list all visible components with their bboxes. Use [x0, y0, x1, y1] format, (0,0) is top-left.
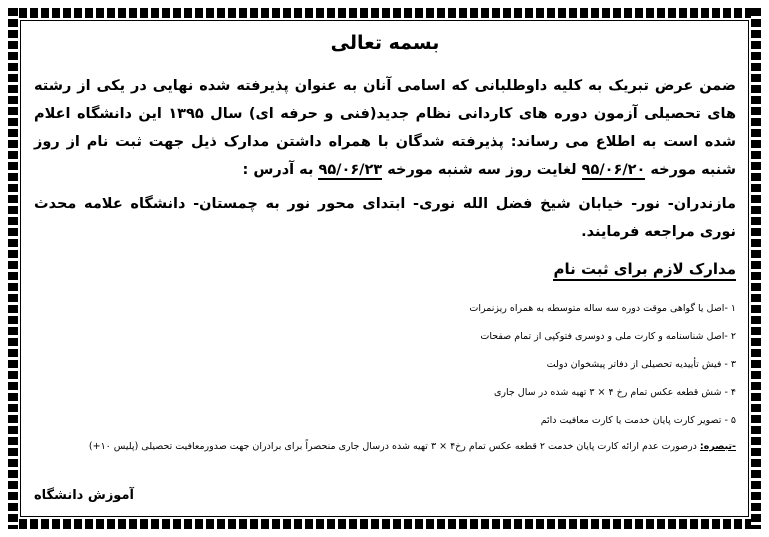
border-bottom — [8, 519, 761, 529]
signature: آموزش دانشگاه — [34, 488, 134, 503]
address-paragraph: مازندران- نور- خیابان شیخ فضل الله نوری- ابتدای محور نور به چمستان- دانشگاه علامه محدث نوری مراجعه فرمایند. — [34, 196, 736, 240]
note-text: درصورت عدم ارائه کارت پایان خدمت ۲ قطعه عکس تمام رخ۴ × ۳ تهیه شده درسال جاری منحصراً برای برادران جهت صدورمعافیت تحصیلی (پلیس ۱۰+) — [88, 441, 700, 452]
list-item: ۳ - فیش تأییدیه تحصیلی از دفاتر پیشخوان دولت — [546, 359, 736, 370]
documents-list — [34, 295, 736, 435]
intro-paragraph — [34, 72, 736, 184]
note-label: -تبصره: — [699, 441, 736, 452]
list-item: ۱ -اصل یا گواهی موقت دوره سه ساله متوسطه به همراه ریزنمرات — [469, 303, 736, 314]
intro-text-2: لغایت روز سه شنبه مورخه — [382, 162, 582, 178]
list-item: ۵ - تصویر کارت پایان خدمت یا کارت معافیت دائم — [540, 415, 736, 426]
page-title: بسمه تعالی — [330, 32, 440, 54]
intro-text-3: به آدرس : — [242, 162, 319, 178]
end-date: ۹۵/۰۶/۲۳ — [318, 162, 383, 178]
announcement-content — [34, 26, 736, 511]
start-date: ۹۵/۰۶/۲۰ — [581, 162, 646, 178]
list-item: ۲ -اصل شناسنامه و کارت ملی و دوسری فتوکپی از تمام صفحات — [480, 331, 736, 342]
documents-heading: مدارک لازم برای ثبت نام — [553, 260, 736, 281]
list-item: ۴ - شش قطعه عکس تمام رخ ۴ × ۳ تهیه شده در سال جاری — [493, 387, 736, 398]
border-left — [8, 8, 18, 529]
note — [34, 437, 736, 457]
border-right — [751, 8, 761, 529]
border-top — [8, 8, 761, 18]
intro-text-1: ضمن عرض تبریک به کلیه داوطلبانی که اسامی آنان به عنوان پذیرفته شده نهایی در یکی از رشته های تحصیلی آزمون دوره های کاردانی نظام جدید(فنی و حرفه ای) سال ۱۳۹۵ این دانشگاه اعلام شده است به اطلاع می رساند: پذیرفته شدگان با همراه داشتن مدارک ذیل جهت ثبت نام از روز شنبه مورخه — [34, 78, 737, 178]
